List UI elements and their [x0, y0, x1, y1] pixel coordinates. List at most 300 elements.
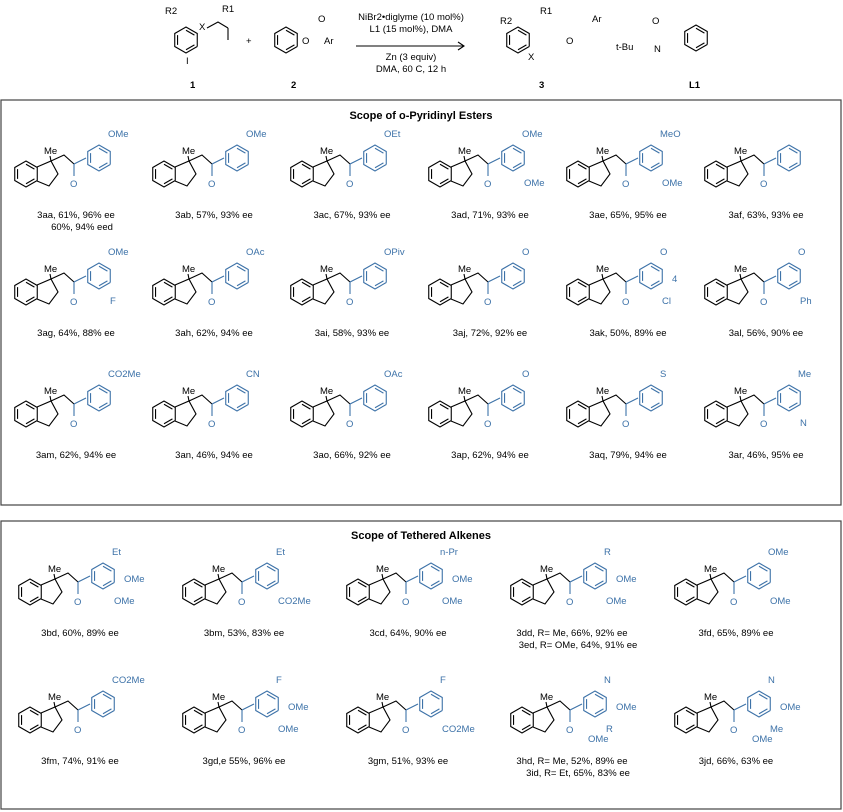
- ligand-oxazoline-nitrogen: N: [654, 44, 661, 55]
- substituent-label: R: [604, 547, 611, 558]
- indane-cyclopentane-ring: [205, 707, 226, 732]
- aryl-ring: [364, 263, 387, 289]
- compound-3dd: [511, 547, 638, 651]
- compound-3ah: [153, 247, 265, 339]
- substituent-label: 4: [672, 274, 678, 285]
- carbonyl-oxygen: O: [484, 179, 492, 190]
- indane-benzene-ring: [15, 161, 38, 187]
- carbonyl-oxygen: O: [70, 419, 78, 430]
- substituent-label: O: [798, 247, 806, 258]
- compound-caption: 3jd, 66%, 63% ee: [698, 756, 774, 767]
- carbonyl-oxygen: O: [208, 297, 216, 308]
- aryl-ring: [226, 145, 249, 171]
- aryl-link: [734, 576, 746, 582]
- substituent-label: OMe: [108, 247, 129, 258]
- methyl-label: Me: [704, 692, 718, 703]
- reactant2-pyridine-ring: [275, 27, 298, 53]
- carbonyl-oxygen: O: [238, 597, 246, 608]
- indane-cyclopentane-ring: [727, 279, 748, 304]
- aryl-link: [406, 704, 418, 710]
- aryl-link: [406, 576, 418, 582]
- aryl-ring: [778, 145, 801, 171]
- substituent-label: CO2Me: [108, 369, 141, 380]
- carbonyl-oxygen: O: [760, 419, 768, 430]
- aryl-link: [74, 158, 86, 164]
- substituent-label: MeO: [660, 129, 681, 140]
- methyl-label: Me: [704, 564, 718, 575]
- substituent-label: OMe: [124, 574, 145, 585]
- indane-benzene-ring: [347, 707, 370, 733]
- ester-scope-title: Scope of o-Pyridinyl Esters: [349, 110, 493, 122]
- indane-benzene-ring: [291, 401, 314, 427]
- methyl-label: Me: [44, 146, 58, 157]
- substituent-label: Et: [112, 547, 121, 558]
- compound-3am: [15, 369, 141, 461]
- methyl-label: Me: [48, 564, 62, 575]
- substituent-label: N: [800, 418, 807, 429]
- methyl-label: Me: [734, 146, 748, 157]
- carbonyl-oxygen: O: [760, 179, 768, 190]
- aryl-link: [242, 576, 254, 582]
- compound-caption: 3ak, 50%, 89% ee: [589, 328, 667, 339]
- substituent-label: OMe: [278, 724, 299, 735]
- substituent-label: OMe: [752, 734, 773, 745]
- substituent-label: Et: [276, 547, 285, 558]
- carbonyl-oxygen: O: [70, 297, 78, 308]
- carbonyl-oxygen: O: [622, 179, 630, 190]
- indane-benzene-ring: [429, 161, 452, 187]
- indane-benzene-ring: [153, 401, 176, 427]
- indane-cyclopentane-ring: [533, 707, 554, 732]
- methyl-label: Me: [458, 386, 472, 397]
- reactant1-ring: [175, 27, 198, 53]
- carbonyl-oxygen: O: [402, 597, 410, 608]
- substituent-label: OMe: [588, 734, 609, 745]
- substituent-label: F: [440, 675, 446, 686]
- compound-3bd: [19, 547, 145, 639]
- substituent-label: OMe: [522, 129, 543, 140]
- indane-benzene-ring: [429, 401, 452, 427]
- aryl-ring: [364, 145, 387, 171]
- substituent-label: O: [522, 369, 530, 380]
- aryl-ring: [748, 563, 771, 589]
- indane-cyclopentane-ring: [697, 707, 718, 732]
- aryl-link: [74, 276, 86, 282]
- methyl-label: Me: [320, 146, 334, 157]
- substituent-label: n-Pr: [440, 547, 458, 558]
- carbonyl-oxygen: O: [70, 179, 78, 190]
- compound-caption: 3dd, R= Me, 66%, 92% ee: [516, 628, 628, 639]
- substituent-label: OMe: [288, 702, 309, 713]
- compound-caption: 3bm, 53%, 83% ee: [203, 628, 285, 639]
- substituent-label: CO2Me: [278, 596, 311, 607]
- substituent-label: OMe: [524, 178, 545, 189]
- substituent-label: OMe: [616, 702, 637, 713]
- aryl-ring: [640, 263, 663, 289]
- ligand-tbu-label: t-Bu: [616, 42, 634, 53]
- methyl-label: Me: [320, 386, 334, 397]
- compound-caption: 3cd, 64%, 90% ee: [369, 628, 447, 639]
- indane-cyclopentane-ring: [175, 279, 196, 304]
- compound-caption-extra: 60%, 94% eed: [51, 222, 113, 233]
- substituent-label: CO2Me: [442, 724, 475, 735]
- substituent-label: OMe: [108, 129, 129, 140]
- carbonyl-oxygen: O: [622, 419, 630, 430]
- condition-above: L1 (15 mol%), DMA: [369, 24, 453, 35]
- indane-benzene-ring: [705, 401, 728, 427]
- aryl-ring: [640, 385, 663, 411]
- methyl-label: Me: [182, 146, 196, 157]
- indane-benzene-ring: [15, 401, 38, 427]
- compound-caption: 3an, 46%, 94% ee: [175, 450, 253, 461]
- aryl-ring: [92, 563, 115, 589]
- substituent-label: OMe: [452, 574, 473, 585]
- indane-cyclopentane-ring: [175, 401, 196, 426]
- plus-sign: +: [246, 36, 252, 47]
- substituent-label: S: [660, 369, 667, 380]
- indane-benzene-ring: [347, 579, 370, 605]
- alkene-scope-grid: [19, 547, 801, 779]
- aryl-link: [74, 398, 86, 404]
- carbonyl-oxygen: O: [238, 725, 246, 736]
- methyl-label: Me: [182, 386, 196, 397]
- compound-caption: 3am, 62%, 94% ee: [35, 450, 117, 461]
- substituent-label: R: [606, 724, 613, 735]
- indane-cyclopentane-ring: [205, 579, 226, 604]
- indane-benzene-ring: [19, 579, 42, 605]
- reactant1-r1-label: R1: [222, 4, 235, 15]
- indane-benzene-ring: [291, 161, 314, 187]
- aryl-ring: [88, 145, 111, 171]
- compound-3al: [705, 247, 812, 339]
- product-carbonyl-oxygen: O: [566, 36, 574, 47]
- aryl-link: [570, 576, 582, 582]
- compound-3ac: [291, 129, 401, 221]
- indane-benzene-ring: [567, 401, 590, 427]
- substituent-label: Ph: [800, 296, 812, 307]
- substituent-label: OMe: [442, 596, 463, 607]
- indane-cyclopentane-ring: [369, 579, 390, 604]
- condition-above: NiBr2•diglyme (10 mol%): [358, 12, 464, 23]
- methyl-label: Me: [458, 264, 472, 275]
- compound-caption: 3ac, 67%, 93% ee: [313, 210, 391, 221]
- compound-3ad: [429, 129, 545, 221]
- methyl-label: Me: [376, 564, 390, 575]
- substituent-label: OMe: [768, 547, 789, 558]
- indane-cyclopentane-ring: [41, 579, 62, 604]
- methyl-label: Me: [734, 386, 748, 397]
- compound-caption: 3ad, 71%, 93% ee: [451, 210, 529, 221]
- compound-3aa: [15, 129, 129, 233]
- compound-caption: 3ar, 46%, 95% ee: [728, 450, 804, 461]
- indane-cyclopentane-ring: [533, 579, 554, 604]
- indane-benzene-ring: [291, 279, 314, 305]
- compound-caption: 3fm, 74%, 91% ee: [41, 756, 119, 767]
- aryl-ring: [256, 691, 279, 717]
- substituent-label: Cl: [662, 296, 671, 307]
- aryl-link: [78, 704, 90, 710]
- aryl-ring: [92, 691, 115, 717]
- aryl-link: [350, 276, 362, 282]
- substituent-label: Me: [798, 369, 812, 380]
- substituent-label: OAc: [246, 247, 265, 258]
- aryl-ring: [640, 145, 663, 171]
- aryl-link: [350, 158, 362, 164]
- substituent-label: OMe: [606, 596, 627, 607]
- indane-cyclopentane-ring: [313, 401, 334, 426]
- indane-cyclopentane-ring: [369, 707, 390, 732]
- compound-caption-extra: 3id, R= Et, 65%, 83% ee: [526, 768, 630, 779]
- aryl-ring: [584, 563, 607, 589]
- substituent-label: CO2Me: [112, 675, 145, 686]
- aryl-link: [350, 398, 362, 404]
- ligand-pyridine-ring: [685, 25, 708, 51]
- aryl-link: [570, 704, 582, 710]
- aryl-ring: [502, 263, 525, 289]
- aryl-ring: [364, 385, 387, 411]
- product-ring: [507, 27, 530, 53]
- indane-benzene-ring: [675, 707, 698, 733]
- indane-benzene-ring: [19, 707, 42, 733]
- methyl-label: Me: [320, 264, 334, 275]
- compound-caption: 3ah, 62%, 94% ee: [175, 328, 253, 339]
- aryl-link: [626, 158, 638, 164]
- substituent-label: Me: [770, 724, 784, 735]
- aryl-ring: [748, 691, 771, 717]
- carbonyl-oxygen: O: [484, 419, 492, 430]
- compound-3ai: [291, 247, 405, 339]
- aryl-ring: [88, 263, 111, 289]
- indane-benzene-ring: [183, 579, 206, 605]
- product-x-label: X: [528, 52, 535, 63]
- carbonyl-oxygen: O: [566, 725, 574, 736]
- substituent-label: OAc: [384, 369, 403, 380]
- ester-scope-grid: [15, 129, 812, 461]
- aryl-link: [212, 276, 224, 282]
- compound-caption: 3aj, 72%, 92% ee: [452, 328, 528, 339]
- compound-caption: 3ai, 58%, 93% ee: [314, 328, 390, 339]
- aryl-link: [488, 276, 500, 282]
- aryl-link: [212, 158, 224, 164]
- substituent-label: O: [660, 247, 668, 258]
- aryl-link: [734, 704, 746, 710]
- substituent-label: OMe: [780, 702, 801, 713]
- carbonyl-oxygen: O: [730, 597, 738, 608]
- substituent-label: F: [276, 675, 282, 686]
- carbonyl-oxygen: O: [730, 725, 738, 736]
- indane-cyclopentane-ring: [313, 161, 334, 186]
- aryl-link: [78, 576, 90, 582]
- methyl-label: Me: [212, 692, 226, 703]
- indane-cyclopentane-ring: [451, 401, 472, 426]
- carbonyl-oxygen: O: [346, 419, 354, 430]
- indane-benzene-ring: [183, 707, 206, 733]
- methyl-label: Me: [182, 264, 196, 275]
- compound-caption: 3aa, 61%, 96% ee: [37, 210, 115, 221]
- reactant2-ester-oxygen: O: [302, 36, 310, 47]
- indane-benzene-ring: [153, 279, 176, 305]
- indane-cyclopentane-ring: [37, 279, 58, 304]
- compound-3ag: [15, 247, 129, 339]
- aryl-ring: [420, 563, 443, 589]
- carbonyl-oxygen: O: [760, 297, 768, 308]
- indane-cyclopentane-ring: [727, 401, 748, 426]
- indane-cyclopentane-ring: [175, 161, 196, 186]
- reactant2-id: 2: [291, 80, 297, 91]
- methyl-label: Me: [458, 146, 472, 157]
- compound-caption: 3ag, 64%, 88% ee: [37, 328, 115, 339]
- substituent-label: OMe: [662, 178, 683, 189]
- reactant2-ar-label: Ar: [324, 36, 334, 47]
- aryl-link: [488, 158, 500, 164]
- compound-3fm: [19, 675, 145, 767]
- compound-caption: 3bd, 60%, 89% ee: [41, 628, 119, 639]
- indane-benzene-ring: [429, 279, 452, 305]
- compound-caption: 3hd, R= Me, 52%, 89% ee: [516, 756, 628, 767]
- methyl-label: Me: [734, 264, 748, 275]
- methyl-label: Me: [44, 386, 58, 397]
- aryl-ring: [584, 691, 607, 717]
- indane-cyclopentane-ring: [589, 161, 610, 186]
- compound-3af: [705, 145, 804, 221]
- indane-benzene-ring: [567, 161, 590, 187]
- carbonyl-oxygen: O: [74, 725, 82, 736]
- substituent-label: O: [522, 247, 530, 258]
- methyl-label: Me: [44, 264, 58, 275]
- carbonyl-oxygen: O: [566, 597, 574, 608]
- carbonyl-oxygen: O: [74, 597, 82, 608]
- compound-3ae: [567, 129, 683, 221]
- compound-3ao: [291, 369, 403, 461]
- carbonyl-oxygen: O: [622, 297, 630, 308]
- substituent-label: OMe: [114, 596, 135, 607]
- substituent-label: OPiv: [384, 247, 405, 258]
- compound-3hd: [511, 675, 637, 779]
- ligand-id: L1: [689, 80, 701, 91]
- indane-benzene-ring: [15, 279, 38, 305]
- aryl-ring: [88, 385, 111, 411]
- aryl-link: [626, 398, 638, 404]
- substituent-label: CN: [246, 369, 260, 380]
- methyl-label: Me: [596, 264, 610, 275]
- aryl-ring: [226, 263, 249, 289]
- condition-below: DMA, 60 C, 12 h: [375, 64, 447, 75]
- condition-below: Zn (3 equiv): [385, 52, 437, 63]
- substituent-label: N: [768, 675, 775, 686]
- product-id: 3: [539, 80, 545, 91]
- compound-3bm: [183, 547, 311, 639]
- indane-cyclopentane-ring: [451, 161, 472, 186]
- indane-cyclopentane-ring: [589, 401, 610, 426]
- compound-3aq: [567, 369, 667, 461]
- aryl-ring: [502, 145, 525, 171]
- indane-cyclopentane-ring: [37, 161, 58, 186]
- carbonyl-oxygen: O: [402, 725, 410, 736]
- indane-cyclopentane-ring: [41, 707, 62, 732]
- indane-cyclopentane-ring: [37, 401, 58, 426]
- methyl-label: Me: [596, 146, 610, 157]
- compound-3ap: [429, 369, 530, 461]
- reactant1-iodine-label: I: [186, 56, 189, 67]
- reactant1-id: 1: [190, 80, 196, 91]
- carbonyl-oxygen: O: [484, 297, 492, 308]
- substituent-label: OMe: [770, 596, 791, 607]
- methyl-label: Me: [596, 386, 610, 397]
- compound-3gm: [347, 675, 475, 767]
- compound-caption: 3ao, 66%, 92% ee: [313, 450, 391, 461]
- aryl-ring: [420, 691, 443, 717]
- indane-benzene-ring: [567, 279, 590, 305]
- aryl-ring: [256, 563, 279, 589]
- product-ar-label: Ar: [592, 14, 602, 25]
- aryl-link: [764, 158, 776, 164]
- compound-caption-extra: 3ed, R= OMe, 64%, 91% ee: [518, 640, 638, 651]
- compound-3jd: [675, 675, 801, 767]
- aryl-ring: [778, 385, 801, 411]
- indane-benzene-ring: [705, 161, 728, 187]
- compound-3aj: [429, 247, 530, 339]
- reactant1-x-label: X: [199, 22, 206, 33]
- substituent-label: OMe: [616, 574, 637, 585]
- aryl-ring: [502, 385, 525, 411]
- indane-cyclopentane-ring: [727, 161, 748, 186]
- compound-caption: 3al, 56%, 90% ee: [728, 328, 804, 339]
- compound-caption: 3gm, 51%, 93% ee: [367, 756, 449, 767]
- compound-3ab: [153, 129, 267, 221]
- compound-3fd: [675, 547, 791, 639]
- aryl-link: [764, 276, 776, 282]
- compound-3an: [153, 369, 260, 461]
- reactant2-carbonyl-oxygen: O: [318, 14, 326, 25]
- methyl-label: Me: [540, 692, 554, 703]
- reaction-scheme: [165, 4, 707, 91]
- product-r2-label: R2: [500, 16, 513, 27]
- substituent-label: OMe: [246, 129, 267, 140]
- aryl-ring: [226, 385, 249, 411]
- methyl-label: Me: [48, 692, 62, 703]
- aryl-link: [242, 704, 254, 710]
- carbonyl-oxygen: O: [208, 179, 216, 190]
- reactant1-chain: [207, 22, 228, 28]
- alkene-scope-title: Scope of Tethered Alkenes: [351, 530, 491, 542]
- carbonyl-oxygen: O: [346, 179, 354, 190]
- substituent-label: OEt: [384, 129, 401, 140]
- indane-benzene-ring: [153, 161, 176, 187]
- methyl-label: Me: [212, 564, 226, 575]
- aryl-link: [764, 398, 776, 404]
- indane-benzene-ring: [511, 579, 534, 605]
- methyl-label: Me: [376, 692, 390, 703]
- compound-caption: 3ae, 65%, 95% ee: [589, 210, 667, 221]
- product-r1-label: R1: [540, 6, 553, 17]
- compound-3ak: [567, 247, 678, 339]
- ligand-oxazoline-oxygen: O: [652, 16, 660, 27]
- aryl-ring: [778, 263, 801, 289]
- compound-caption: 3gd,e 55%, 96% ee: [202, 756, 286, 767]
- compound-caption: 3aq, 79%, 94% ee: [589, 450, 667, 461]
- indane-cyclopentane-ring: [451, 279, 472, 304]
- indane-cyclopentane-ring: [589, 279, 610, 304]
- carbonyl-oxygen: O: [208, 419, 216, 430]
- compound-caption: 3ab, 57%, 93% ee: [175, 210, 253, 221]
- substituent-label: N: [604, 675, 611, 686]
- compound-caption: 3ap, 62%, 94% ee: [451, 450, 529, 461]
- indane-benzene-ring: [675, 579, 698, 605]
- reactant1-r2-label: R2: [165, 6, 178, 17]
- compound-3ar: [705, 369, 811, 461]
- compound-3gd: [183, 675, 309, 767]
- compound-caption: 3fd, 65%, 89% ee: [698, 628, 774, 639]
